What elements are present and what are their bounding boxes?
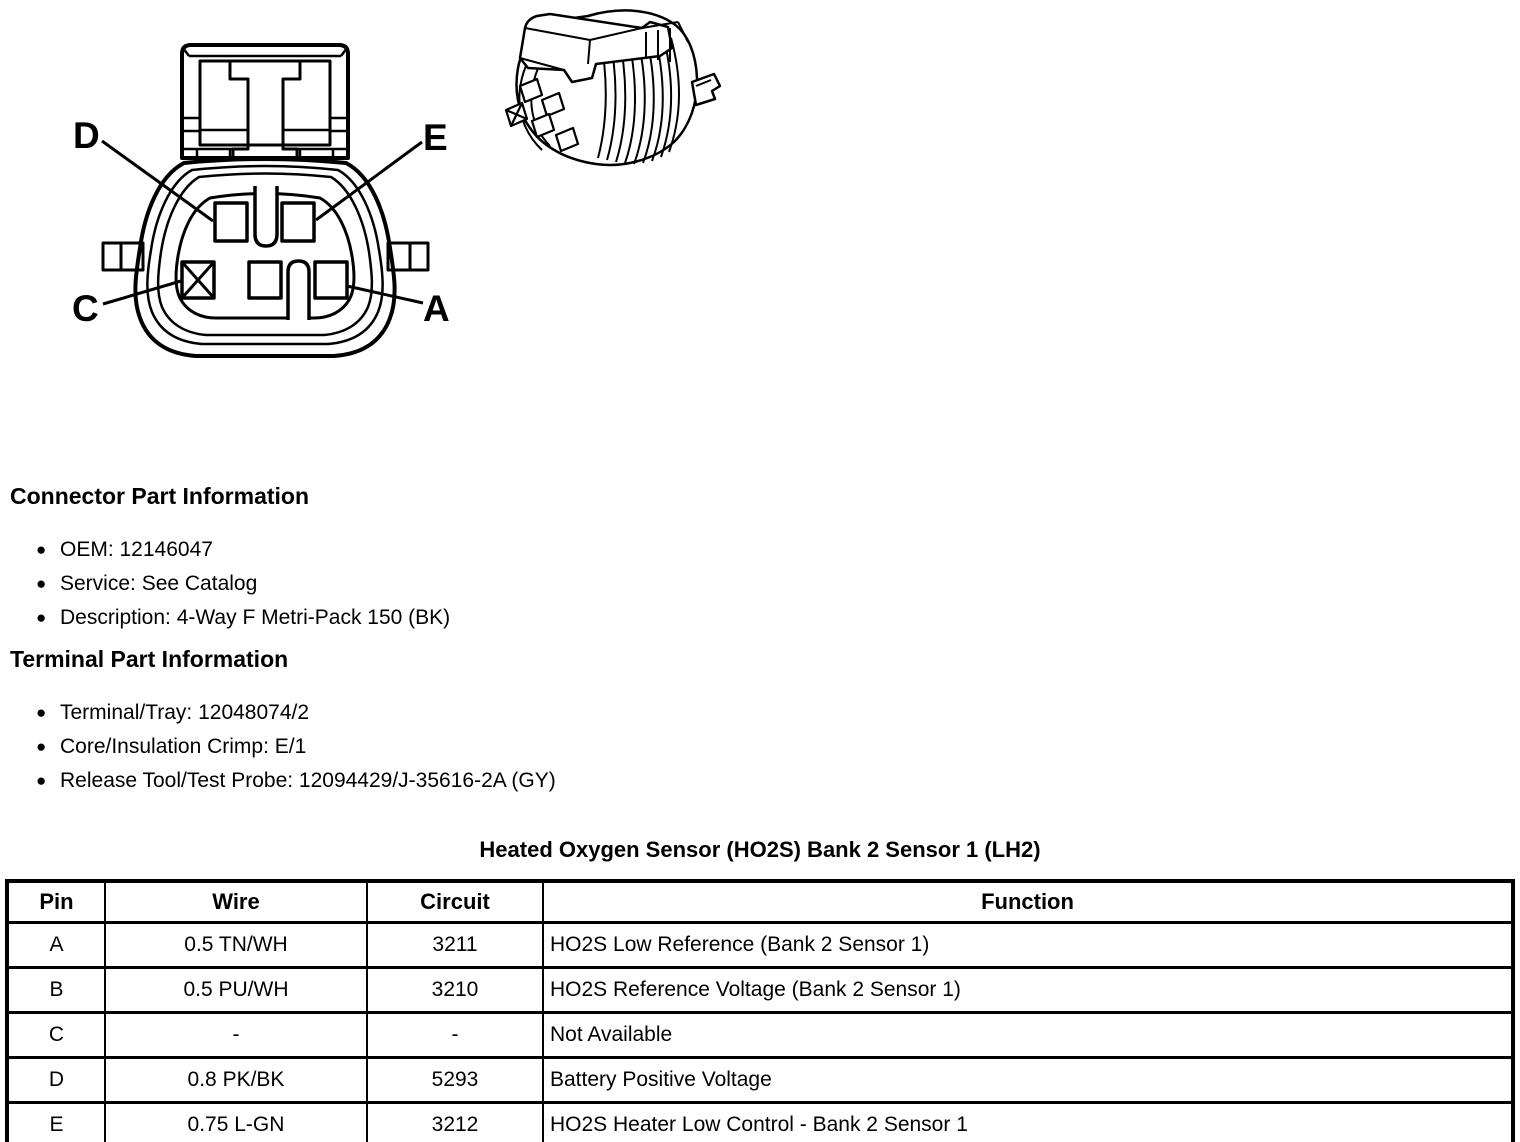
cell-circuit: 5293	[367, 1058, 543, 1103]
list-item-text: Service: See Catalog	[60, 572, 258, 595]
cell-circuit: -	[367, 1013, 543, 1058]
header-circuit: Circuit	[367, 881, 543, 923]
cell-pin: E	[7, 1103, 105, 1142]
table-row	[7, 1103, 1513, 1142]
cell-wire: -	[105, 1013, 367, 1058]
cell-function: Battery Positive Voltage	[543, 1058, 1513, 1103]
list-item	[36, 769, 556, 792]
cell-wire: 0.8 PK/BK	[105, 1058, 367, 1103]
bullet-icon: ●	[36, 771, 47, 790]
bullet-icon: ●	[36, 608, 47, 627]
connector-isometric-drawing	[492, 2, 732, 197]
list-item	[36, 606, 450, 629]
list-item	[36, 538, 450, 561]
keyway-bottom	[288, 261, 309, 320]
cell-function: Not Available	[543, 1013, 1513, 1058]
list-item-text: OEM: 12146047	[60, 538, 213, 561]
bullet-icon: ●	[36, 540, 47, 559]
pin-label-a: A	[423, 288, 450, 329]
list-item	[36, 735, 556, 758]
cell-function: HO2S Low Reference (Bank 2 Sensor 1)	[543, 923, 1513, 968]
cell-circuit: 3210	[367, 968, 543, 1013]
cell-pin: A	[7, 923, 105, 968]
cell-wire: 0.75 L-GN	[105, 1103, 367, 1142]
leader-line-c	[103, 281, 181, 304]
cell-wire: 0.5 TN/WH	[105, 923, 367, 968]
pin-cavity-c-blocked	[182, 262, 214, 298]
bullet-icon: ●	[36, 737, 47, 756]
pin-cavity-d	[215, 203, 247, 241]
bullet-icon: ●	[36, 703, 47, 722]
terminal-part-info-heading: Terminal Part Information	[10, 646, 289, 672]
table-row	[7, 1013, 1513, 1058]
cell-wire: 0.5 PU/WH	[105, 968, 367, 1013]
table-row	[7, 968, 1513, 1013]
cell-pin: D	[7, 1058, 105, 1103]
list-item-text: Description: 4-Way F Metri-Pack 150 (BK)	[60, 606, 451, 629]
pin-label-e: E	[423, 117, 448, 158]
header-function: Function	[543, 881, 1513, 923]
connector-latch	[182, 45, 348, 158]
keyway-top	[255, 186, 277, 246]
pin-function-table	[5, 879, 1515, 1142]
cell-function: HO2S Reference Voltage (Bank 2 Sensor 1)	[543, 968, 1513, 1013]
pin-cavity-a	[315, 262, 347, 298]
connector-face-diagram	[0, 0, 470, 400]
cell-function: HO2S Heater Low Control - Bank 2 Sensor 1	[543, 1103, 1513, 1142]
table-row	[7, 923, 1513, 968]
cell-pin: B	[7, 968, 105, 1013]
cell-circuit: 3211	[367, 923, 543, 968]
table-header-row	[7, 881, 1513, 923]
list-item-text: Terminal/Tray: 12048074/2	[60, 701, 310, 724]
list-item	[36, 701, 556, 724]
list-item-text: Core/Insulation Crimp: E/1	[60, 735, 307, 758]
pin-cavities	[182, 186, 347, 320]
list-item	[36, 572, 450, 595]
pin-cavity-b	[249, 262, 281, 298]
header-pin: Pin	[7, 881, 105, 923]
cell-pin: C	[7, 1013, 105, 1058]
header-wire: Wire	[105, 881, 367, 923]
list-item-text: Release Tool/Test Probe: 12094429/J-35616-2A (GY)	[60, 769, 556, 792]
connector-part-info-heading: Connector Part Information	[10, 483, 310, 509]
terminal-part-info-list	[36, 701, 556, 803]
table-row	[7, 1058, 1513, 1103]
pin-label-d: D	[73, 115, 100, 156]
pin-label-c: C	[72, 288, 99, 329]
connector-part-info-list	[36, 538, 450, 640]
leader-line-a	[347, 286, 423, 303]
bullet-icon: ●	[36, 574, 47, 593]
cell-circuit: 3212	[367, 1103, 543, 1142]
pin-cavity-e	[282, 203, 314, 241]
table-title: Heated Oxygen Sensor (HO2S) Bank 2 Sensor 1 (LH2)	[479, 837, 1041, 862]
